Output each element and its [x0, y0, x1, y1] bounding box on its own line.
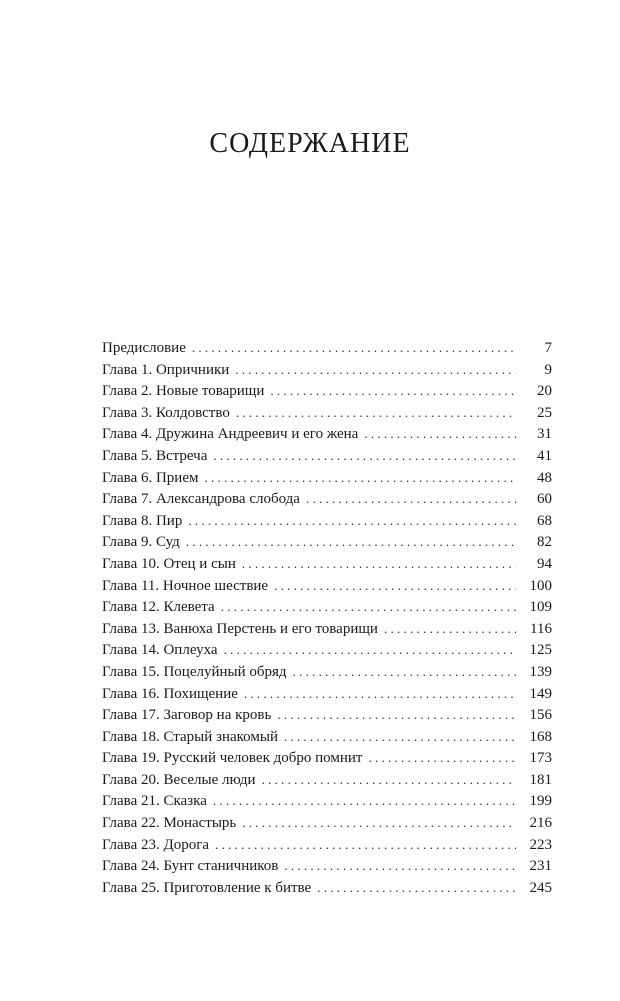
toc-entry-page: 223	[529, 836, 552, 853]
toc-entry-page: 149	[529, 685, 552, 702]
dot-leader	[270, 380, 516, 402]
toc-entry-chapter-12[interactable]	[102, 596, 552, 618]
dot-leader	[192, 337, 516, 359]
toc-entry-label: Глава 8. Пир	[102, 512, 183, 529]
toc-entry-page: 199	[529, 793, 552, 810]
toc-entry-page: 48	[537, 469, 552, 486]
toc-entry-page: 168	[529, 728, 552, 745]
toc-entry-page: 100	[529, 577, 552, 594]
dot-leader	[262, 769, 516, 791]
dot-leader	[244, 683, 516, 705]
toc-entry-page: 156	[529, 707, 552, 724]
dot-leader	[236, 402, 516, 424]
toc-entry-chapter-24[interactable]	[102, 855, 552, 877]
page-title: СОДЕРЖАНИЕ	[209, 128, 411, 159]
dot-leader	[235, 359, 516, 381]
toc-entry-chapter-10[interactable]	[102, 553, 552, 575]
toc-entry-chapter-21[interactable]	[102, 790, 552, 812]
toc-entry-page: 31	[537, 426, 552, 443]
toc-entry-chapter-7[interactable]	[102, 488, 552, 510]
toc-entry-label: Глава 19. Русский человек добро помнит	[102, 750, 363, 767]
toc-entry-chapter-9[interactable]	[102, 531, 552, 553]
toc-entry-label: Глава 7. Александрова слобода	[102, 491, 300, 508]
dot-leader	[242, 553, 516, 575]
toc-entry-label: Глава 14. Оплеуха	[102, 642, 218, 659]
toc-entry-label: Глава 24. Бунт станичников	[102, 858, 279, 875]
toc-entry-page: 25	[537, 404, 552, 421]
dot-leader	[277, 704, 516, 726]
dot-leader	[317, 877, 516, 899]
toc-entry-page: 216	[529, 815, 552, 832]
dot-leader	[364, 423, 516, 445]
toc-entry-page: 60	[537, 491, 552, 508]
toc-entry-chapter-19[interactable]	[102, 747, 552, 769]
toc-entry-chapter-11[interactable]	[102, 575, 552, 597]
toc-entry-label: Глава 5. Встреча	[102, 447, 208, 464]
toc-entry-label: Глава 16. Похищение	[102, 685, 238, 702]
toc-entry-page: 41	[537, 447, 552, 464]
dot-leader	[213, 790, 516, 812]
toc-entry-chapter-22[interactable]	[102, 812, 552, 834]
dot-leader	[293, 661, 516, 683]
dot-leader	[213, 445, 516, 467]
toc-entry-chapter-23[interactable]	[102, 834, 552, 856]
toc-entry-label: Глава 3. Колдовство	[102, 404, 230, 421]
toc-entry-chapter-1[interactable]	[102, 359, 552, 381]
toc-entry-page: 82	[537, 534, 552, 551]
toc-entry-page: 20	[537, 383, 552, 400]
dot-leader	[242, 812, 516, 834]
toc-entry-label: Глава 17. Заговор на кровь	[102, 707, 272, 724]
toc-entry-chapter-16[interactable]	[102, 683, 552, 705]
toc-entry-chapter-6[interactable]	[102, 467, 552, 489]
toc-entry-chapter-15[interactable]	[102, 661, 552, 683]
toc-entry-chapter-13[interactable]	[102, 618, 552, 640]
toc-entry-page: 181	[529, 771, 552, 788]
toc-entry-preface[interactable]	[102, 337, 552, 359]
dot-leader	[384, 618, 516, 640]
toc-entry-label: Глава 12. Клевета	[102, 599, 215, 616]
dot-leader	[215, 834, 516, 856]
toc-entry-page: 231	[529, 858, 552, 875]
dot-leader	[284, 726, 516, 748]
table-of-contents	[102, 337, 552, 898]
toc-entry-label: Глава 4. Дружина Андреевич и его жена	[102, 426, 359, 443]
toc-entry-page: 245	[529, 879, 552, 896]
toc-entry-chapter-14[interactable]	[102, 639, 552, 661]
toc-entry-label: Глава 6. Прием	[102, 469, 199, 486]
dot-leader	[186, 531, 516, 553]
toc-entry-label: Глава 20. Веселые люди	[102, 771, 256, 788]
dot-leader	[221, 596, 516, 618]
toc-entry-label: Глава 1. Опричники	[102, 361, 230, 378]
toc-entry-page: 139	[529, 663, 552, 680]
toc-entry-page: 9	[544, 361, 552, 378]
dot-leader	[188, 510, 516, 532]
toc-entry-chapter-25[interactable]	[102, 877, 552, 899]
toc-entry-page: 173	[529, 750, 552, 767]
toc-entry-page: 94	[537, 555, 552, 572]
dot-leader	[284, 855, 516, 877]
dot-leader	[368, 747, 516, 769]
toc-entry-page: 116	[530, 620, 552, 637]
toc-entry-label: Глава 25. Приготовление к битве	[102, 879, 312, 896]
toc-entry-page: 7	[544, 340, 552, 356]
toc-entry-label: Глава 11. Ночное шествие	[102, 577, 269, 594]
toc-entry-page: 125	[529, 642, 552, 659]
toc-entry-label: Глава 9. Суд	[102, 534, 180, 551]
dot-leader	[224, 639, 516, 661]
dot-leader	[274, 575, 516, 597]
toc-entry-chapter-8[interactable]	[102, 510, 552, 532]
toc-entry-chapter-17[interactable]	[102, 704, 552, 726]
toc-entry-label: Глава 21. Сказка	[102, 793, 207, 810]
toc-entry-label: Глава 13. Ванюха Перстень и его товарищи	[102, 620, 378, 637]
toc-entry-label: Глава 10. Отец и сын	[102, 555, 236, 572]
toc-entry-chapter-20[interactable]	[102, 769, 552, 791]
toc-entry-chapter-2[interactable]	[102, 380, 552, 402]
toc-entry-chapter-3[interactable]	[102, 402, 552, 424]
dot-leader	[205, 467, 517, 489]
toc-entry-chapter-18[interactable]	[102, 726, 552, 748]
toc-entry-page: 109	[529, 599, 552, 616]
toc-entry-label: Предисловие	[102, 340, 186, 356]
toc-entry-label: Глава 22. Монастырь	[102, 815, 237, 832]
toc-entry-page: 68	[537, 512, 552, 529]
dot-leader	[306, 488, 516, 510]
toc-entry-label: Глава 18. Старый знакомый	[102, 728, 278, 745]
toc-entry-label: Глава 15. Поцелуйный обряд	[102, 663, 287, 680]
toc-entry-label: Глава 2. Новые товарищи	[102, 383, 265, 400]
toc-entry-chapter-4[interactable]	[102, 423, 552, 445]
toc-entry-chapter-5[interactable]	[102, 445, 552, 467]
toc-entry-label: Глава 23. Дорога	[102, 836, 210, 853]
